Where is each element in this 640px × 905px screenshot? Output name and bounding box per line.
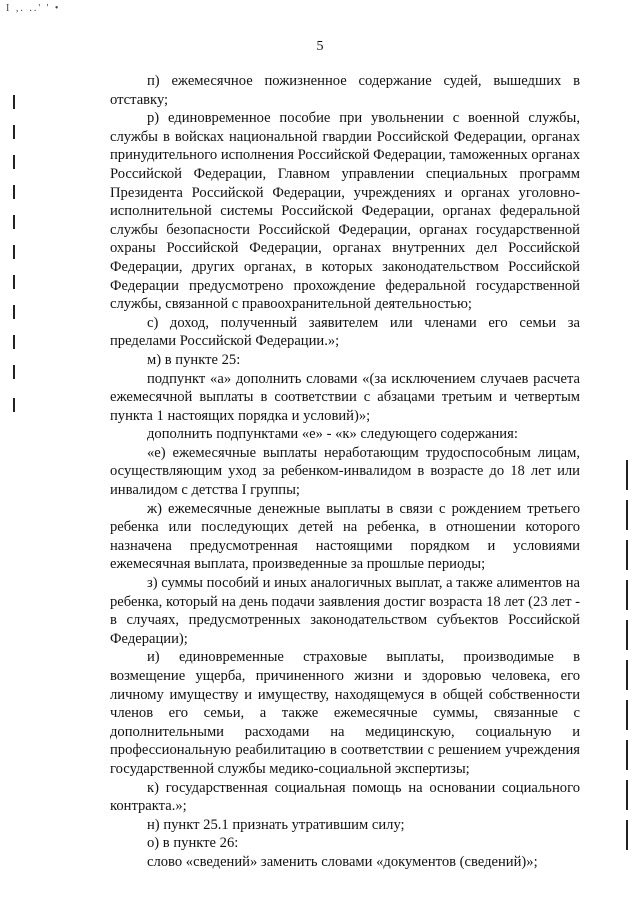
page-number: 5: [316, 39, 324, 54]
left-margin-mark: [13, 365, 15, 379]
right-margin-mark: [626, 580, 628, 610]
paragraph: слово «сведений» заменить словами «документов (сведений)»;: [147, 853, 538, 870]
right-margin-mark: [626, 500, 628, 530]
right-margin-mark: [626, 740, 628, 770]
left-margin-mark: [13, 215, 15, 229]
paragraph: подпункт «а» дополнить словами «(за исключением случаев расчета ежемесячной выплаты в соответствии с абзацами третьим и четвертым пункта 1 настоящих порядка и условий)»;: [110, 370, 580, 424]
paragraph: «е) ежемесячные выплаты неработающим трудоспособным лицам, осуществляющим уход за ребенком-инвалидом в возрасте до 18 лет или инвалидом с детства I группы;: [110, 444, 580, 499]
right-margin-mark: [626, 540, 628, 570]
document-body: [110, 72, 580, 872]
paragraph: к) государственная социальная помощь на основании социального контракта.»;: [110, 779, 580, 815]
paragraph: с) доход, полученный заявителем или членами его семьи за пределами Российской Федерации.»;: [110, 314, 580, 350]
left-margin-mark: [13, 155, 15, 169]
paragraph: о) в пункте 26:: [147, 835, 239, 852]
paragraph: з) суммы пособий и иных аналогичных выплат, а также алиментов на ребенка, который на день подачи заявления достиг возраста 18 лет (23 лет - в случаях, предусмотренных законодательством субъектов Российской Федерации);: [110, 575, 580, 647]
paragraph: м) в пункте 25:: [147, 351, 241, 368]
left-margin-mark: [13, 335, 15, 349]
left-margin-mark: [13, 275, 15, 289]
right-margin-mark: [626, 780, 628, 810]
left-margin-mark: [13, 125, 15, 139]
scan-marks: I ,. ..' ' •: [6, 3, 61, 14]
left-margin-mark: [13, 95, 15, 109]
right-margin-mark: [626, 700, 628, 730]
left-margin-mark: [13, 185, 15, 199]
right-margin-mark: [626, 660, 628, 690]
paragraph: ж) ежемесячные денежные выплаты в связи с рождением третьего ребенка или последующих детей на ребенка, в отношении которого назначена предусмотренная настоящими порядком и условиями ежемесячная выплата, произведенные за прошлые периоды;: [110, 500, 580, 573]
paragraph: дополнить подпунктами «е» - «к» следующего содержания:: [147, 426, 518, 443]
paragraph: р) единовременное пособие при увольнении с военной службы, службы в войсках национальной гвардии Российской Федерации, органах принудительного исполнения Российской Федерации, таможенных органах Российской Федерации, Главном управлении специальных программ Президента Российской Федерации, учреждениях и органах уголовно-исполнительной системы Российской Федерации, органах федеральной службы безопасности Российской Федерации, органах государственной охраны Российской Федерации, органах внутренних дел Российской Федерации, других органах, в которых законодательством Российской Федерации предусмотрено прохождение федеральной государственной службы, связанной с правоохранительной деятельностью;: [110, 110, 580, 313]
left-margin-mark: [13, 305, 15, 319]
right-margin-mark: [626, 460, 628, 490]
paragraph: н) пункт 25.1 признать утратившим силу;: [147, 816, 405, 833]
paragraph: п) ежемесячное пожизненное содержание судей, вышедших в отставку;: [110, 73, 580, 108]
left-margin-mark: [13, 398, 15, 412]
left-margin-mark: [13, 245, 15, 259]
paragraph: и) единовременные страховые выплаты, производимые в возмещение ущерба, причиненного жизни и здоровью человека, его личному имуществу и имуществу, находящемуся в общей собственности членов его семьи, а также ежемесячные суммы, связанные с дополнительными расходами на медицинскую, социальную и профессиональную реабилитацию в соответствии с решением учреждения государственной службы медико-социальной экспертизы;: [110, 649, 580, 777]
right-margin-mark: [626, 620, 628, 650]
right-margin-mark: [626, 820, 628, 850]
